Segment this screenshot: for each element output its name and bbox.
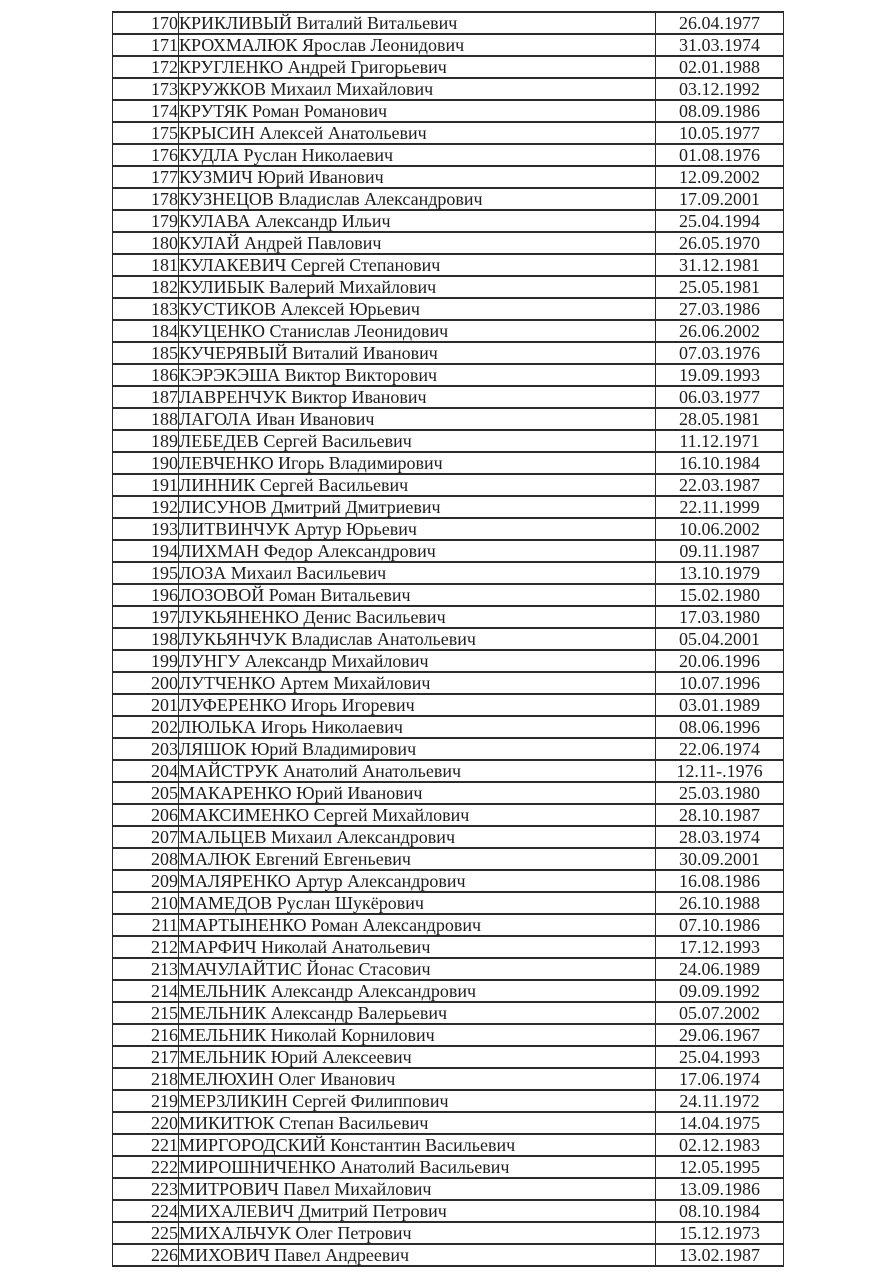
row-number-cell: 189 <box>113 430 179 452</box>
birth-date-cell: 05.07.2002 <box>656 1002 784 1024</box>
person-name-cell: МАЛЮК Евгений Евгеньевич <box>179 848 656 870</box>
row-number-cell: 208 <box>113 848 179 870</box>
row-number-cell: 184 <box>113 320 179 342</box>
table-row <box>113 914 784 936</box>
row-number-cell: 207 <box>113 826 179 848</box>
table-row <box>113 848 784 870</box>
person-name-cell: ЛУНГУ Александр Михайлович <box>179 650 656 672</box>
birth-date-cell: 27.03.1986 <box>656 298 784 320</box>
row-number-cell: 204 <box>113 760 179 782</box>
table-row <box>113 1156 784 1178</box>
person-name-cell: МЕЛЬНИК Николай Корнилович <box>179 1024 656 1046</box>
row-number-cell: 200 <box>113 672 179 694</box>
row-number-cell: 196 <box>113 584 179 606</box>
birth-date-cell: 07.03.1976 <box>656 342 784 364</box>
birth-date-cell: 15.02.1980 <box>656 584 784 606</box>
birth-date-cell: 22.11.1999 <box>656 496 784 518</box>
row-number-cell: 212 <box>113 936 179 958</box>
person-name-cell: МАРТЫНЕНКО Роман Александрович <box>179 914 656 936</box>
person-name-cell: МАКАРЕНКО Юрий Иванович <box>179 782 656 804</box>
table-row <box>113 496 784 518</box>
table-row <box>113 1178 784 1200</box>
person-name-cell: КРУЖКОВ Михаил Михайлович <box>179 78 656 100</box>
table-row <box>113 540 784 562</box>
birth-date-cell: 10.07.1996 <box>656 672 784 694</box>
person-name-cell: КУЛАЙ Андрей Павлович <box>179 232 656 254</box>
person-name-cell: МИХАЛЬЧУК Олег Петрович <box>179 1222 656 1244</box>
row-number-cell: 214 <box>113 980 179 1002</box>
person-name-cell: МАЛЬЦЕВ Михаил Александрович <box>179 826 656 848</box>
person-name-cell: КУЛАВА Александр Ильич <box>179 210 656 232</box>
table-row <box>113 584 784 606</box>
birth-date-cell: 28.03.1974 <box>656 826 784 848</box>
table-row <box>113 804 784 826</box>
table-row <box>113 188 784 210</box>
person-name-cell: МЕЛЮХИН Олег Иванович <box>179 1068 656 1090</box>
row-number-cell: 187 <box>113 386 179 408</box>
person-name-cell: ЛОЗА Михаил Васильевич <box>179 562 656 584</box>
birth-date-cell: 11.12.1971 <box>656 430 784 452</box>
birth-date-cell: 26.06.2002 <box>656 320 784 342</box>
birth-date-cell: 12.09.2002 <box>656 166 784 188</box>
person-name-cell: КУЛАКЕВИЧ Сергей Степанович <box>179 254 656 276</box>
table-row <box>113 518 784 540</box>
birth-date-cell: 25.04.1993 <box>656 1046 784 1068</box>
person-name-cell: МЕЛЬНИК Александр Валерьевич <box>179 1002 656 1024</box>
table-row <box>113 12 784 34</box>
person-name-cell: ЛАГОЛА Иван Иванович <box>179 408 656 430</box>
table-row <box>113 760 784 782</box>
birth-date-cell: 30.09.2001 <box>656 848 784 870</box>
birth-date-cell: 13.09.1986 <box>656 1178 784 1200</box>
birth-date-cell: 06.03.1977 <box>656 386 784 408</box>
row-number-cell: 210 <box>113 892 179 914</box>
row-number-cell: 175 <box>113 122 179 144</box>
table-row <box>113 276 784 298</box>
table-row <box>113 364 784 386</box>
row-number-cell: 211 <box>113 914 179 936</box>
row-number-cell: 186 <box>113 364 179 386</box>
table-row <box>113 606 784 628</box>
person-name-cell: ЛОЗОВОЙ Роман Витальевич <box>179 584 656 606</box>
person-name-cell: ЛУФЕРЕНКО Игорь Игоревич <box>179 694 656 716</box>
row-number-cell: 218 <box>113 1068 179 1090</box>
person-name-cell: ЛЕВЧЕНКО Игорь Владимирович <box>179 452 656 474</box>
birth-date-cell: 09.11.1987 <box>656 540 784 562</box>
table-row <box>113 1134 784 1156</box>
table-row <box>113 1002 784 1024</box>
birth-date-cell: 07.10.1986 <box>656 914 784 936</box>
person-name-cell: МАЛЯРЕНКО Артур Александрович <box>179 870 656 892</box>
table-row <box>113 892 784 914</box>
person-name-cell: ЛИСУНОВ Дмитрий Дмитриевич <box>179 496 656 518</box>
person-name-cell: КУСТИКОВ Алексей Юрьевич <box>179 298 656 320</box>
row-number-cell: 203 <box>113 738 179 760</box>
table-row <box>113 430 784 452</box>
birth-date-cell: 14.04.1975 <box>656 1112 784 1134</box>
row-number-cell: 193 <box>113 518 179 540</box>
table-row <box>113 1068 784 1090</box>
birth-date-cell: 24.06.1989 <box>656 958 784 980</box>
birth-date-cell: 28.10.1987 <box>656 804 784 826</box>
table-row <box>113 144 784 166</box>
table-row <box>113 958 784 980</box>
table-row <box>113 672 784 694</box>
birth-date-cell: 03.01.1989 <box>656 694 784 716</box>
birth-date-cell: 22.03.1987 <box>656 474 784 496</box>
row-number-cell: 179 <box>113 210 179 232</box>
table-row <box>113 1046 784 1068</box>
row-number-cell: 221 <box>113 1134 179 1156</box>
person-name-cell: КУЦЕНКО Станислав Леонидович <box>179 320 656 342</box>
birth-date-cell: 12.05.1995 <box>656 1156 784 1178</box>
birth-date-cell: 26.10.1988 <box>656 892 784 914</box>
table-row <box>113 782 784 804</box>
row-number-cell: 181 <box>113 254 179 276</box>
row-number-cell: 220 <box>113 1112 179 1134</box>
row-number-cell: 223 <box>113 1178 179 1200</box>
row-number-cell: 205 <box>113 782 179 804</box>
table-row <box>113 210 784 232</box>
table-row <box>113 408 784 430</box>
table-row <box>113 694 784 716</box>
table-row <box>113 716 784 738</box>
row-number-cell: 225 <box>113 1222 179 1244</box>
row-number-cell: 177 <box>113 166 179 188</box>
birth-date-cell: 03.12.1992 <box>656 78 784 100</box>
row-number-cell: 213 <box>113 958 179 980</box>
birth-date-cell: 26.04.1977 <box>656 12 784 34</box>
row-number-cell: 182 <box>113 276 179 298</box>
row-number-cell: 197 <box>113 606 179 628</box>
birth-date-cell: 05.04.2001 <box>656 628 784 650</box>
personnel-list-table <box>112 11 784 1267</box>
birth-date-cell: 02.12.1983 <box>656 1134 784 1156</box>
person-name-cell: МИХОВИЧ Павел Андреевич <box>179 1244 656 1266</box>
person-name-cell: ЛУТЧЕНКО Артем Михайлович <box>179 672 656 694</box>
row-number-cell: 173 <box>113 78 179 100</box>
row-number-cell: 188 <box>113 408 179 430</box>
person-name-cell: КРОХМАЛЮК Ярослав Леонидович <box>179 34 656 56</box>
person-name-cell: КРИКЛИВЫЙ Виталий Витальевич <box>179 12 656 34</box>
table-row <box>113 1024 784 1046</box>
row-number-cell: 178 <box>113 188 179 210</box>
person-name-cell: КЭРЭКЭША Виктор Викторович <box>179 364 656 386</box>
table-row <box>113 628 784 650</box>
birth-date-cell: 02.01.1988 <box>656 56 784 78</box>
table-row <box>113 56 784 78</box>
birth-date-cell: 13.02.1987 <box>656 1244 784 1266</box>
table-row <box>113 298 784 320</box>
person-name-cell: МИХАЛЕВИЧ Дмитрий Петрович <box>179 1200 656 1222</box>
row-number-cell: 185 <box>113 342 179 364</box>
birth-date-cell: 08.10.1984 <box>656 1200 784 1222</box>
person-name-cell: МАРФИЧ Николай Анатольевич <box>179 936 656 958</box>
table-row <box>113 1244 784 1266</box>
birth-date-cell: 25.04.1994 <box>656 210 784 232</box>
birth-date-cell: 17.03.1980 <box>656 606 784 628</box>
table-row <box>113 980 784 1002</box>
person-name-cell: ЛИННИК Сергей Васильевич <box>179 474 656 496</box>
table-row <box>113 650 784 672</box>
table-row <box>113 1112 784 1134</box>
row-number-cell: 206 <box>113 804 179 826</box>
row-number-cell: 209 <box>113 870 179 892</box>
person-name-cell: КУДЛА Руслан Николаевич <box>179 144 656 166</box>
table-row <box>113 452 784 474</box>
person-name-cell: МИТРОВИЧ Павел Михайлович <box>179 1178 656 1200</box>
row-number-cell: 192 <box>113 496 179 518</box>
person-name-cell: МИРГОРОДСКИЙ Константин Васильевич <box>179 1134 656 1156</box>
table-row <box>113 1090 784 1112</box>
row-number-cell: 217 <box>113 1046 179 1068</box>
row-number-cell: 174 <box>113 100 179 122</box>
table-row <box>113 474 784 496</box>
row-number-cell: 219 <box>113 1090 179 1112</box>
row-number-cell: 190 <box>113 452 179 474</box>
birth-date-cell: 12.11-.1976 <box>656 760 784 782</box>
table-row <box>113 1222 784 1244</box>
row-number-cell: 170 <box>113 12 179 34</box>
row-number-cell: 171 <box>113 34 179 56</box>
row-number-cell: 198 <box>113 628 179 650</box>
table-row <box>113 78 784 100</box>
person-name-cell: ЛИХМАН Федор Александрович <box>179 540 656 562</box>
birth-date-cell: 22.06.1974 <box>656 738 784 760</box>
birth-date-cell: 08.09.1986 <box>656 100 784 122</box>
row-number-cell: 176 <box>113 144 179 166</box>
row-number-cell: 201 <box>113 694 179 716</box>
person-name-cell: ЛИТВИНЧУК Артур Юрьевич <box>179 518 656 540</box>
row-number-cell: 172 <box>113 56 179 78</box>
person-name-cell: ЛАВРЕНЧУК Виктор Иванович <box>179 386 656 408</box>
table-row <box>113 870 784 892</box>
row-number-cell: 216 <box>113 1024 179 1046</box>
person-name-cell: МЕРЗЛИКИН Сергей Филиппович <box>179 1090 656 1112</box>
birth-date-cell: 26.05.1970 <box>656 232 784 254</box>
birth-date-cell: 25.03.1980 <box>656 782 784 804</box>
birth-date-cell: 24.11.1972 <box>656 1090 784 1112</box>
person-name-cell: ЛУКЬЯНЧУК Владислав Анатольевич <box>179 628 656 650</box>
person-name-cell: МЕЛЬНИК Юрий Алексеевич <box>179 1046 656 1068</box>
birth-date-cell: 09.09.1992 <box>656 980 784 1002</box>
person-name-cell: МИКИТЮК Степан Васильевич <box>179 1112 656 1134</box>
person-name-cell: МАМЕДОВ Руслан Шукёрович <box>179 892 656 914</box>
row-number-cell: 191 <box>113 474 179 496</box>
table-row <box>113 34 784 56</box>
table-row <box>113 342 784 364</box>
table-row <box>113 100 784 122</box>
person-name-cell: КУЗМИЧ Юрий Иванович <box>179 166 656 188</box>
person-name-cell: МАКСИМЕНКО Сергей Михайлович <box>179 804 656 826</box>
person-name-cell: КУЛИБЫК Валерий Михайлович <box>179 276 656 298</box>
row-number-cell: 202 <box>113 716 179 738</box>
table-row <box>113 254 784 276</box>
birth-date-cell: 01.08.1976 <box>656 144 784 166</box>
birth-date-cell: 31.03.1974 <box>656 34 784 56</box>
person-name-cell: КРЫСИН Алексей Анатольевич <box>179 122 656 144</box>
row-number-cell: 183 <box>113 298 179 320</box>
birth-date-cell: 31.12.1981 <box>656 254 784 276</box>
person-name-cell: ЛЯШОК Юрий Владимирович <box>179 738 656 760</box>
person-name-cell: ЛУКЬЯНЕНКО Денис Васильевич <box>179 606 656 628</box>
birth-date-cell: 16.08.1986 <box>656 870 784 892</box>
table-row <box>113 166 784 188</box>
table-row <box>113 562 784 584</box>
birth-date-cell: 17.09.2001 <box>656 188 784 210</box>
birth-date-cell: 10.06.2002 <box>656 518 784 540</box>
table-row <box>113 320 784 342</box>
row-number-cell: 226 <box>113 1244 179 1266</box>
person-name-cell: ЛЕБЕДЕВ Сергей Васильевич <box>179 430 656 452</box>
table-body <box>113 12 784 1266</box>
table-row <box>113 1200 784 1222</box>
row-number-cell: 224 <box>113 1200 179 1222</box>
person-name-cell: ЛЮЛЬКА Игорь Николаевич <box>179 716 656 738</box>
row-number-cell: 199 <box>113 650 179 672</box>
table-row <box>113 738 784 760</box>
table-row <box>113 232 784 254</box>
birth-date-cell: 16.10.1984 <box>656 452 784 474</box>
row-number-cell: 194 <box>113 540 179 562</box>
person-name-cell: КРУГЛЕНКО Андрей Григорьевич <box>179 56 656 78</box>
birth-date-cell: 13.10.1979 <box>656 562 784 584</box>
birth-date-cell: 17.12.1993 <box>656 936 784 958</box>
person-name-cell: МАЧУЛАЙТИС Йонас Стасович <box>179 958 656 980</box>
table-row <box>113 826 784 848</box>
birth-date-cell: 29.06.1967 <box>656 1024 784 1046</box>
table-row <box>113 936 784 958</box>
birth-date-cell: 28.05.1981 <box>656 408 784 430</box>
person-name-cell: МЕЛЬНИК Александр Александрович <box>179 980 656 1002</box>
birth-date-cell: 17.06.1974 <box>656 1068 784 1090</box>
person-name-cell: КУЧЕРЯВЫЙ Виталий Иванович <box>179 342 656 364</box>
birth-date-cell: 25.05.1981 <box>656 276 784 298</box>
birth-date-cell: 10.05.1977 <box>656 122 784 144</box>
birth-date-cell: 20.06.1996 <box>656 650 784 672</box>
table-row <box>113 122 784 144</box>
row-number-cell: 180 <box>113 232 179 254</box>
person-name-cell: КРУТЯК Роман Романович <box>179 100 656 122</box>
birth-date-cell: 15.12.1973 <box>656 1222 784 1244</box>
table-row <box>113 386 784 408</box>
row-number-cell: 195 <box>113 562 179 584</box>
person-name-cell: МИРОШНИЧЕНКО Анатолий Васильевич <box>179 1156 656 1178</box>
row-number-cell: 222 <box>113 1156 179 1178</box>
birth-date-cell: 19.09.1993 <box>656 364 784 386</box>
person-name-cell: МАЙСТРУК Анатолий Анатольевич <box>179 760 656 782</box>
person-name-cell: КУЗНЕЦОВ Владислав Александрович <box>179 188 656 210</box>
row-number-cell: 215 <box>113 1002 179 1024</box>
birth-date-cell: 08.06.1996 <box>656 716 784 738</box>
